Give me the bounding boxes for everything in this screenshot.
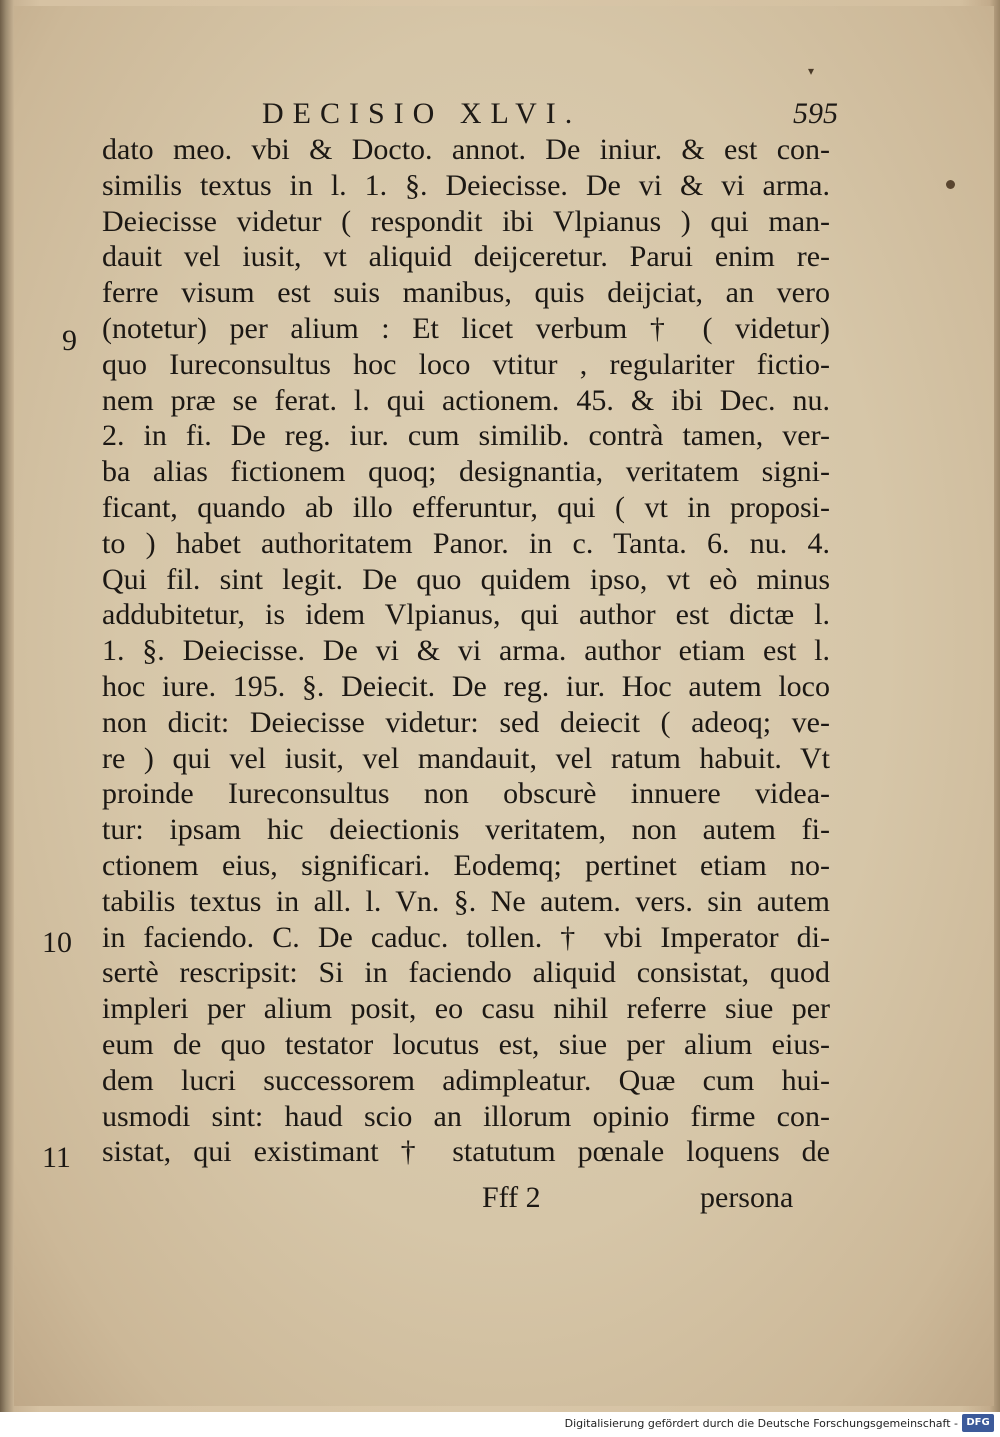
running-title: DECISIO XLVI. bbox=[262, 97, 582, 130]
text-line: dato meo. vbi & Docto. annot. De iniur. & est con- bbox=[102, 133, 830, 166]
text-line: hoc iure. 195. §. Deiecit. De reg. iur. Hoc autem loco bbox=[102, 669, 830, 703]
text-line: nem præ se ferat. l. qui actionem. 45. & ibi Dec. nu. bbox=[102, 383, 830, 417]
text-line: ficant, quando ab illo efferuntur, qui ( vt in proposi- bbox=[102, 490, 830, 524]
text-line: ferre visum est suis manibus, quis deijciat, an vero bbox=[102, 276, 830, 310]
text-line: sistat, qui existimant † statutum pœnale loquens de bbox=[102, 1135, 830, 1169]
text-line: proinde Iureconsultus non obscurè innuere videa- bbox=[102, 777, 830, 811]
text-line: non dicit: Deiecisse videtur: sed deiecit ( adeoq; ve- bbox=[102, 705, 830, 739]
margin-note-number: 11 bbox=[42, 1141, 71, 1174]
funding-credit: Digitalisierung gefördert durch die Deutsche Forschungsgemeinschaft - bbox=[564, 1417, 958, 1430]
text-line: Qui fil. sint legit. De quo quidem ipso, vt eò minus bbox=[102, 562, 830, 596]
body-text bbox=[102, 132, 830, 1170]
text-line: ctionem eius, significari. Eodemq; pertinet etiam no- bbox=[102, 848, 830, 882]
text-line: 1. §. Deiecisse. De vi & vi arma. author etiam est l. bbox=[102, 634, 830, 668]
text-line: dem lucri successorem adimpleatur. Quæ cum hui- bbox=[102, 1063, 830, 1097]
signature-mark: Fff 2 bbox=[482, 1181, 541, 1214]
text-line: Deiecisse videtur ( respondit ibi Vlpianus ) qui man- bbox=[102, 204, 830, 238]
running-header bbox=[262, 92, 838, 136]
text-line: eum de quo testator locutus est, siue per alium eius- bbox=[102, 1027, 830, 1061]
text-line: in faciendo. C. De caduc. tollen. † vbi Imperator di- bbox=[102, 920, 830, 954]
text-line: sertè rescripsit: Si in faciendo aliquid consistat, quod bbox=[102, 956, 830, 990]
page-number: 595 bbox=[793, 97, 838, 130]
text-line: quo Iureconsultus hoc loco vtitur , regulariter fictio- bbox=[102, 347, 830, 381]
text-line: impleri per alium posit, eo casu nihil referre siue per bbox=[102, 992, 830, 1026]
text-line: usmodi sint: haud scio an illorum opinio firme con- bbox=[102, 1099, 830, 1133]
margin-note-number: 9 bbox=[62, 324, 77, 357]
text-line: (notetur) per alium : Et licet verbum † ( videtur) bbox=[102, 311, 830, 345]
text-line: tur: ipsam hic deiectionis veritatem, non autem fi- bbox=[102, 813, 830, 847]
printer-ornament-mark: ▾ bbox=[808, 64, 815, 78]
text-line: 2. in fi. De reg. iur. cum similib. contrà tamen, ver- bbox=[102, 419, 830, 453]
text-line: ba alias fictionem quoq; designantia, veritatem signi- bbox=[102, 455, 830, 489]
ink-spot bbox=[946, 180, 955, 189]
text-line: re ) qui vel iusit, vel mandauit, vel ratum habuit. Vt bbox=[102, 741, 830, 775]
text-line: addubitetur, is idem Vlpianus, qui author est dictæ l. bbox=[102, 598, 830, 632]
text-line: tabilis textus in all. l. Vn. §. Ne autem. vers. sin autem bbox=[102, 884, 830, 918]
margin-note-number: 10 bbox=[42, 926, 72, 959]
text-line: to ) habet authoritatem Panor. in c. Tanta. 6. nu. 4. bbox=[102, 526, 830, 560]
dfg-logo: DFG bbox=[962, 1414, 994, 1432]
catchword: persona bbox=[700, 1181, 794, 1214]
text-line: dauit vel iusit, vt aliquid deijceretur. Parui enim re- bbox=[102, 240, 830, 274]
text-line: similis textus in l. 1. §. Deiecisse. De vi & vi arma. bbox=[102, 168, 830, 202]
